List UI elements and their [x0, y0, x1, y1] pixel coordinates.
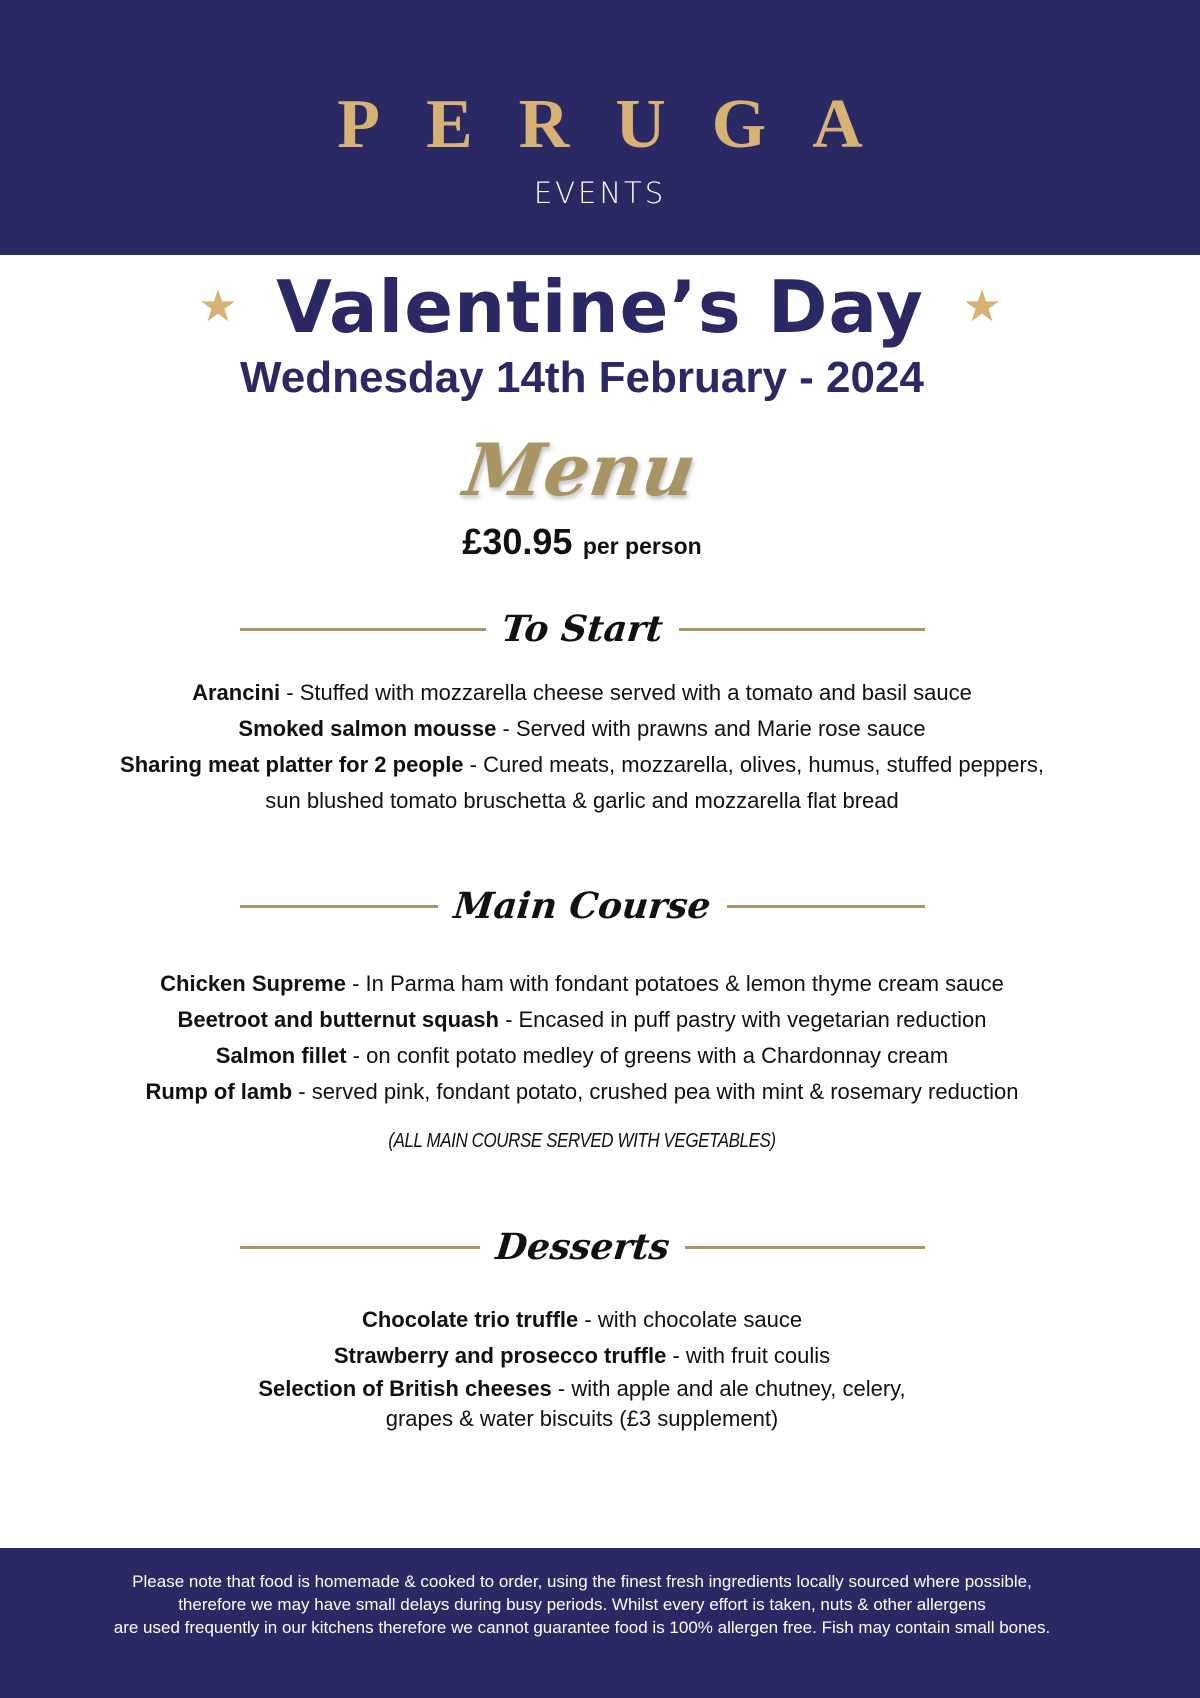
disclaimer-line: Please note that food is homemade & cooked to order, using the finest fresh ingredients locally sourced where possible, [132, 1572, 1032, 1591]
price: £30.95 [462, 521, 573, 562]
star-icon: ★ [962, 282, 1002, 331]
brand-logo: PERUGA [337, 86, 909, 163]
item-desc: - Cured meats, mozzarella, olives, humus, stuffed peppers, [463, 752, 1044, 777]
item-desc: - Encased in puff pastry with vegetarian reduction [498, 1007, 987, 1032]
event-title-row [0, 262, 1200, 352]
mains-list [0, 966, 1164, 1110]
price-row [0, 518, 1164, 574]
item-desc: - Stuffed with mozzarella cheese served with a tomato and basil sauce [280, 680, 972, 705]
menu-item [0, 1374, 1164, 1404]
starters-list [0, 675, 1164, 819]
item-name: Smoked salmon mousse [238, 716, 497, 741]
menu-item [0, 1002, 1164, 1038]
star-icon: ★ [198, 282, 238, 331]
header-banner [0, 0, 1200, 255]
section-heading-main-course [240, 881, 925, 931]
menu-item-continued: sun blushed tomato bruschetta & garlic and mozzarella flat bread [265, 788, 899, 813]
event-title: Valentine’s Day [276, 265, 924, 349]
menu-item-continued: grapes & water biscuits (£3 supplement) [385, 1406, 779, 1431]
brand-subtitle: EVENTS [533, 176, 667, 210]
menu-item [0, 1074, 1164, 1110]
item-name: Selection of British cheeses [258, 1376, 552, 1401]
item-name: Rump of lamb [145, 1079, 293, 1104]
divider-line [240, 1246, 480, 1249]
menu-item [0, 1302, 1164, 1338]
section-title: Desserts [493, 1226, 672, 1268]
menu-item [0, 747, 1164, 783]
price-suffix: per person [582, 533, 702, 559]
menu-item [0, 1338, 1164, 1374]
item-name: Chocolate trio truffle [361, 1307, 579, 1332]
item-desc: - served pink, fondant potato, crushed pea with mint & rosemary reduction [292, 1079, 1019, 1104]
item-desc: - with fruit coulis [666, 1343, 831, 1368]
item-name: Salmon fillet [215, 1043, 347, 1068]
section-heading-desserts [240, 1222, 925, 1272]
section-heading-to-start [240, 604, 925, 654]
event-date: Wednesday 14th February - 2024 [240, 353, 924, 402]
divider-line [240, 628, 486, 631]
item-name: Sharing meat platter for 2 people [120, 752, 464, 777]
allergen-disclaimer [0, 1570, 1164, 1639]
section-title: Main Course [452, 885, 713, 927]
item-name: Chicken Supreme [160, 971, 346, 996]
disclaimer-line: therefore we may have small delays during busy periods. Whilst every effort is taken, nuts & other allergens [178, 1595, 986, 1614]
desserts-list [0, 1302, 1164, 1434]
section-title: To Start [499, 608, 666, 650]
menu-item [0, 1038, 1164, 1074]
divider-line [685, 1246, 925, 1249]
menu-heading: Menu [458, 427, 702, 512]
item-name: Strawberry and prosecco truffle [333, 1343, 667, 1368]
footer-banner [0, 1548, 1200, 1698]
menu-item [0, 966, 1164, 1002]
mains-note: (ALL MAIN COURSE SERVED WITH VEGETABLES) [388, 1130, 776, 1152]
item-name: Arancini [192, 680, 281, 705]
menu-item [0, 711, 1164, 747]
item-desc: - In Parma ham with fondant potatoes & lemon thyme cream sauce [345, 971, 1004, 996]
divider-line [240, 905, 438, 908]
item-desc: - with apple and ale chutney, celery, [551, 1376, 906, 1401]
item-desc: - on confit potato medley of greens with a Chardonnay cream [346, 1043, 949, 1068]
divider-line [679, 628, 925, 631]
item-desc: - with chocolate sauce [578, 1307, 803, 1332]
item-desc: - Served with prawns and Marie rose sauce [496, 716, 926, 741]
item-name: Beetroot and butternut squash [177, 1007, 499, 1032]
disclaimer-line: are used frequently in our kitchens therefore we cannot guarantee food is 100% allergen free. Fish may contain small bones. [113, 1618, 1051, 1637]
menu-item [0, 675, 1164, 711]
divider-line [727, 905, 925, 908]
